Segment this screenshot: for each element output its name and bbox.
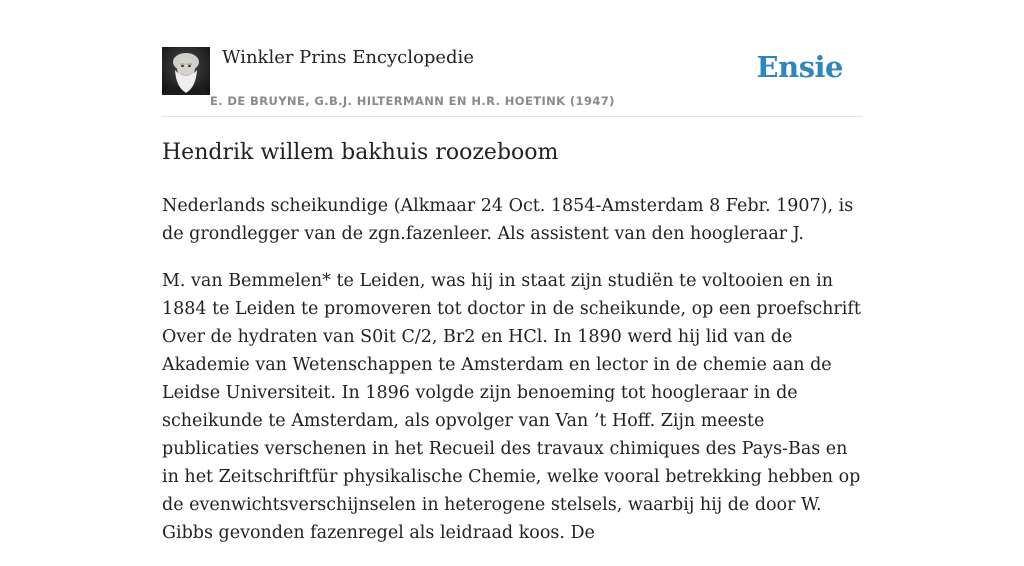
avatar[interactable] <box>162 47 210 95</box>
site-name[interactable]: Winkler Prins Encyclopedie <box>222 47 474 68</box>
article-paragraph: M. van Bemmelen* te Leiden, was hij in staat zijn studiën te voltooien en in 1884 te Leiden te promoveren tot doctor in de scheikunde, op een proefschrift Over de hydraten van S0it C/2, Br2 en HCl. In 1890 werd hij lid van de Akademie van Wetenschappen te Amsterdam en lector in de chemie aan de Leidse Universiteit. In 1896 volgde zijn benoeming tot hoogleraar in de scheikunde te Amsterdam, als opvolger van Van ’t Hoff. Zijn meeste publicaties verschenen in het Recueil des travaux chimiques des Pays-Bas en in het Zeitschriftfür physikalische Chemie, welke vooral betrekking hebben op de evenwichtsverschijnselen in heterogene stelsels, waarbij hij de door W. Gibbs gevonden fazenregel als leidraad koos. De <box>162 271 861 543</box>
bearded-man-portrait-icon <box>162 47 210 95</box>
site-header <box>162 0 862 117</box>
article-paragraph: Nederlands scheikundige (Alkmaar 24 Oct. 1854-Amsterdam 8 Febr. 1907), is de grondlegger van de zgn.fazenleer. Als assistent van den hoogleraar J. <box>162 196 854 244</box>
article-body <box>162 192 862 566</box>
brand-logo-link[interactable]: Ensie <box>756 50 843 84</box>
article-title: Hendrik willem bakhuis roozeboom <box>162 140 559 165</box>
authors-line: E. DE BRUYNE, G.B.J. HILTERMANN EN H.R. HOETINK (1947) <box>210 94 615 108</box>
